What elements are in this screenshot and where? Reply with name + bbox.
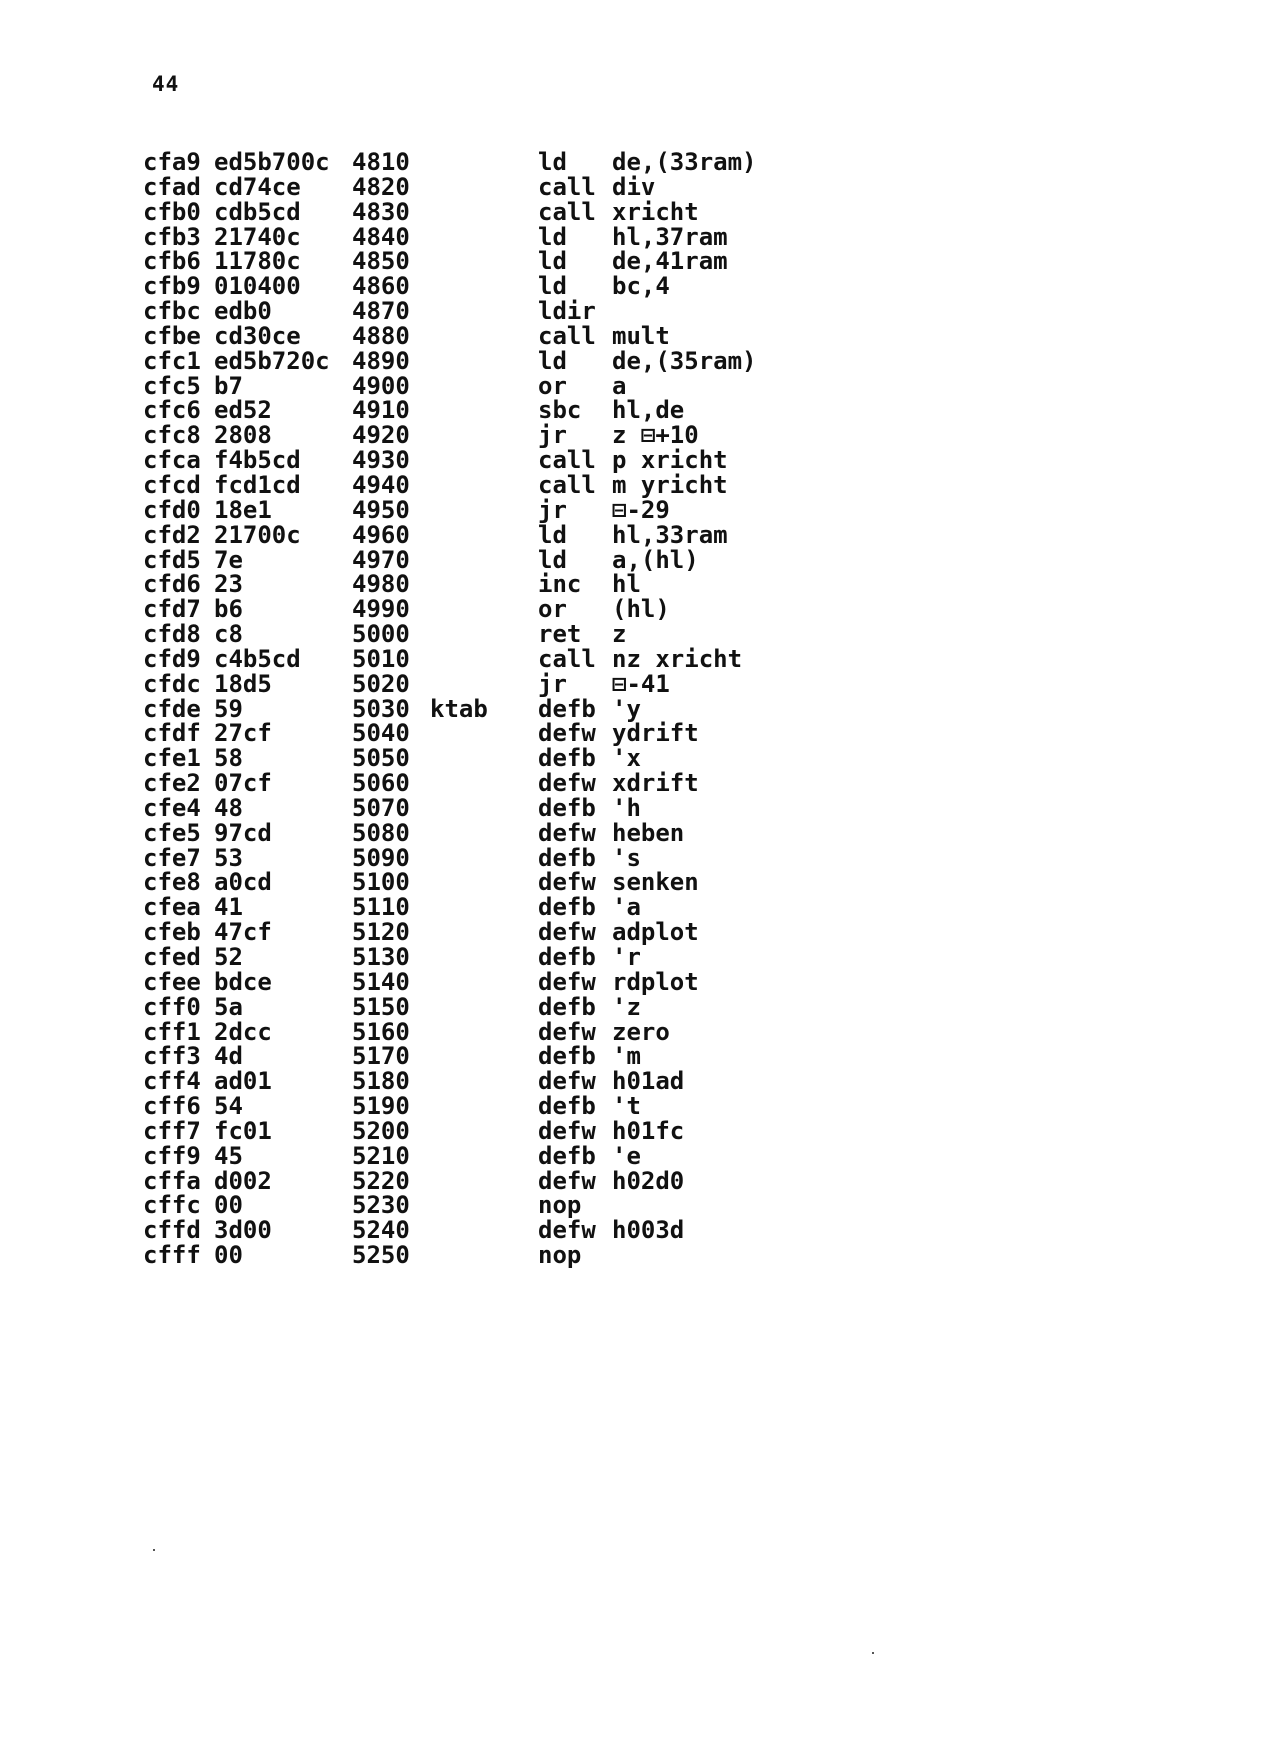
- listing-address: cfd8: [143, 620, 201, 649]
- listing-address: cfd6: [143, 570, 201, 599]
- listing-hex-bytes: 21700c: [214, 520, 301, 549]
- listing-line-number: 4940: [352, 470, 410, 499]
- listing-operand: p xricht: [612, 446, 728, 475]
- listing-mnemonic: defw: [538, 1017, 596, 1046]
- listing-mnemonic: call: [538, 197, 596, 226]
- listing-operand: h01fc: [612, 1116, 685, 1145]
- listing-line-number: 4850: [352, 247, 410, 276]
- listing-hex-bytes: 18e1: [214, 495, 272, 524]
- listing-hex-bytes: fcd1cd: [214, 470, 301, 499]
- listing-operand: hl,37ram: [612, 222, 728, 251]
- listing-operand: de,(35ram): [612, 346, 757, 375]
- listing-mnemonic: ld: [538, 247, 567, 276]
- listing-address: cfb0: [143, 197, 201, 226]
- listing-mnemonic: nop: [538, 1241, 582, 1270]
- listing-line-number: 5090: [352, 843, 410, 872]
- listing-operand: rdplot: [612, 967, 699, 996]
- listing-line-number: 5040: [352, 719, 410, 748]
- listing-line-number: 4820: [352, 172, 410, 201]
- listing-line-number: 5160: [352, 1017, 410, 1046]
- listing-hex-bytes: cd74ce: [214, 172, 301, 201]
- listing-line-number: 5110: [352, 893, 410, 922]
- listing-address: cfb9: [143, 272, 201, 301]
- listing-operand: 'y: [612, 694, 641, 723]
- listing-line-number: 4910: [352, 396, 410, 425]
- listing-address: cfc6: [143, 396, 201, 425]
- listing-address: cfe2: [143, 769, 201, 798]
- listing-address: cfcd: [143, 470, 201, 499]
- listing-address: cfc8: [143, 421, 201, 450]
- listing-address: cfe5: [143, 818, 201, 847]
- listing-line-number: 4810: [352, 148, 410, 176]
- listing-hex-bytes: a0cd: [214, 868, 272, 897]
- listing-hex-bytes: 5a: [214, 992, 243, 1021]
- listing-line-number: 5100: [352, 868, 410, 897]
- listing-address: cffc: [143, 1191, 201, 1220]
- listing-operand: mult: [612, 321, 670, 350]
- listing-operand: hl: [612, 570, 641, 599]
- listing-mnemonic: defw: [538, 719, 596, 748]
- listing-operand: ydrift: [612, 719, 699, 748]
- listing-operand: 'a: [612, 893, 641, 922]
- listing-address: cfed: [143, 943, 201, 971]
- listing-mnemonic: nop: [538, 1191, 582, 1220]
- listing-operand: zero: [612, 1017, 670, 1046]
- listing-address: cfdc: [143, 669, 201, 698]
- listing-hex-bytes: d002: [214, 1166, 272, 1195]
- listing-operand: 'h: [612, 793, 641, 822]
- listing-line-number: 4900: [352, 371, 410, 400]
- listing-operand: 't: [612, 1092, 641, 1121]
- listing-hex-bytes: 7e: [214, 545, 243, 574]
- listing-mnemonic: call: [538, 321, 596, 350]
- listing-address: cffd: [143, 1216, 201, 1245]
- listing-hex-bytes: 52: [214, 943, 243, 971]
- listing-line-number: 5050: [352, 744, 410, 773]
- listing-line-number: 4830: [352, 197, 410, 226]
- listing-hex-bytes: 54: [214, 1092, 243, 1121]
- listing-operand: heben: [612, 818, 685, 847]
- listing-operand: adplot: [612, 918, 699, 947]
- listing-address: cff1: [143, 1017, 201, 1046]
- listing-mnemonic: defw: [538, 967, 596, 996]
- listing-address: cfb3: [143, 222, 201, 251]
- listing-address: cfea: [143, 893, 201, 922]
- listing-mnemonic: jr: [538, 421, 567, 450]
- listing-line-number: 5070: [352, 793, 410, 822]
- listing-mnemonic: defb: [538, 843, 596, 872]
- listing-mnemonic: jr: [538, 495, 567, 524]
- listing-hex-bytes: f4b5cd: [214, 446, 301, 475]
- listing-line-number: 5120: [352, 918, 410, 947]
- listing-hex-bytes: ed5b700c: [214, 148, 330, 176]
- listing-mnemonic: defb: [538, 744, 596, 773]
- listing-address: cfe1: [143, 744, 201, 773]
- listing-mnemonic: defw: [538, 868, 596, 897]
- listing-mnemonic: ret: [538, 620, 582, 649]
- listing-operand: m yricht: [612, 470, 728, 499]
- listing-line-number: 4980: [352, 570, 410, 599]
- listing-line-number: 4920: [352, 421, 410, 450]
- listing-address: cffa: [143, 1166, 201, 1195]
- listing-hex-bytes: 23: [214, 570, 243, 599]
- listing-hex-bytes: 21740c: [214, 222, 301, 251]
- listing-mnemonic: call: [538, 172, 596, 201]
- listing-address: cfde: [143, 694, 201, 723]
- listing-mnemonic: defw: [538, 1116, 596, 1145]
- page-number: 44: [152, 72, 180, 96]
- listing-operand: xdrift: [612, 769, 699, 798]
- listing-hex-bytes: 11780c: [214, 247, 301, 276]
- listing-line-number: 5230: [352, 1191, 410, 1220]
- listing-mnemonic: inc: [538, 570, 582, 599]
- listing-hex-bytes: 58: [214, 744, 243, 773]
- listing-mnemonic: defw: [538, 1166, 596, 1195]
- listing-hex-bytes: bdce: [214, 967, 272, 996]
- listing-address: cfd7: [143, 595, 201, 624]
- listing-mnemonic: defw: [538, 769, 596, 798]
- listing-mnemonic: defw: [538, 818, 596, 847]
- listing-mnemonic: ld: [538, 222, 567, 251]
- listing-mnemonic: ld: [538, 272, 567, 301]
- listing-address: cff6: [143, 1092, 201, 1121]
- listing-hex-bytes: 3d00: [214, 1216, 272, 1245]
- listing-mnemonic: or: [538, 595, 567, 624]
- listing-hex-bytes: cdb5cd: [214, 197, 301, 226]
- listing-address: cfee: [143, 967, 201, 996]
- listing-address: cfad: [143, 172, 201, 201]
- listing-line-number: 4840: [352, 222, 410, 251]
- listing-line-number: 5080: [352, 818, 410, 847]
- listing-address: cfca: [143, 446, 201, 475]
- listing-address: cfa9: [143, 148, 201, 176]
- listing-hex-bytes: 27cf: [214, 719, 272, 748]
- listing-operand: h01ad: [612, 1067, 685, 1096]
- listing-mnemonic: defw: [538, 1067, 596, 1096]
- listing-line-number: 4960: [352, 520, 410, 549]
- listing-address: cfe4: [143, 793, 201, 822]
- listing-mnemonic: defw: [538, 918, 596, 947]
- listing-line-number: 5220: [352, 1166, 410, 1195]
- listing-operand: de,41ram: [612, 247, 728, 276]
- listing-line-number: 5250: [352, 1241, 410, 1270]
- listing-mnemonic: ld: [538, 545, 567, 574]
- listing-hex-bytes: 00: [214, 1191, 243, 1220]
- listing-operand: (hl): [612, 595, 670, 624]
- listing-operand: de,(33ram): [612, 148, 757, 176]
- listing-address: cfc5: [143, 371, 201, 400]
- listing-hex-bytes: 53: [214, 843, 243, 872]
- listing-hex-bytes: b6: [214, 595, 243, 624]
- listing-hex-bytes: cd30ce: [214, 321, 301, 350]
- listing-hex-bytes: 48: [214, 793, 243, 822]
- listing-mnemonic: jr: [538, 669, 567, 698]
- listing-line-number: 5190: [352, 1092, 410, 1121]
- listing-line-number: 5000: [352, 620, 410, 649]
- listing-mnemonic: defw: [538, 1216, 596, 1245]
- listing-mnemonic: call: [538, 470, 596, 499]
- listing-line-number: 5140: [352, 967, 410, 996]
- listing-mnemonic: call: [538, 644, 596, 673]
- listing-mnemonic: defb: [538, 793, 596, 822]
- listing-operand: 'r: [612, 943, 641, 971]
- listing-mnemonic: defb: [538, 893, 596, 922]
- listing-operand: a: [612, 371, 627, 400]
- listing-line-number: 5210: [352, 1141, 410, 1170]
- listing-operand: nz xricht: [612, 644, 743, 673]
- listing-operand: h02d0: [612, 1166, 685, 1195]
- listing-address: cff0: [143, 992, 201, 1021]
- listing-hex-bytes: ed5b720c: [214, 346, 330, 375]
- listing-operand: hl,33ram: [612, 520, 728, 549]
- scan-speck: [872, 1652, 874, 1654]
- listing-mnemonic: defb: [538, 1141, 596, 1170]
- listing-operand: bc,4: [612, 272, 670, 301]
- listing-line-number: 4860: [352, 272, 410, 301]
- listing-line-number: 4880: [352, 321, 410, 350]
- listing-hex-bytes: c4b5cd: [214, 644, 301, 673]
- listing-hex-bytes: ad01: [214, 1067, 272, 1096]
- listing-line-number: 4990: [352, 595, 410, 624]
- listing-line-number: 4970: [352, 545, 410, 574]
- listing-line-number: 5240: [352, 1216, 410, 1245]
- listing-mnemonic: ld: [538, 148, 567, 176]
- listing-line-number: 5150: [352, 992, 410, 1021]
- listing-mnemonic: defb: [538, 1042, 596, 1071]
- listing-operand: a,(hl): [612, 545, 699, 574]
- listing-line-number: 4930: [352, 446, 410, 475]
- listing-address: cff9: [143, 1141, 201, 1170]
- listing-hex-bytes: ed52: [214, 396, 272, 425]
- listing-hex-bytes: 45: [214, 1141, 243, 1170]
- listing-line-number: 5010: [352, 644, 410, 673]
- listing-address: cfd2: [143, 520, 201, 549]
- listing-operand: 's: [612, 843, 641, 872]
- listing-address: cfd5: [143, 545, 201, 574]
- listing-operand: 'z: [612, 992, 641, 1021]
- listing-line-number: 4890: [352, 346, 410, 375]
- listing-address: cfd0: [143, 495, 201, 524]
- listing-hex-bytes: 2dcc: [214, 1017, 272, 1046]
- listing-mnemonic: or: [538, 371, 567, 400]
- listing-operand: 'm: [612, 1042, 641, 1071]
- listing-hex-bytes: edb0: [214, 297, 272, 326]
- listing-mnemonic: call: [538, 446, 596, 475]
- listing-mnemonic: ldir: [538, 297, 596, 326]
- listing-mnemonic: ld: [538, 520, 567, 549]
- listing-line-number: 5020: [352, 669, 410, 698]
- listing-address: cfff: [143, 1241, 201, 1270]
- listing-mnemonic: defb: [538, 694, 596, 723]
- listing-address: cfeb: [143, 918, 201, 947]
- listing-hex-bytes: 47cf: [214, 918, 272, 947]
- listing-hex-bytes: 07cf: [214, 769, 272, 798]
- listing-operand: div: [612, 172, 656, 201]
- listing-hex-bytes: c8: [214, 620, 243, 649]
- listing-operand: z ⊟+10: [612, 421, 699, 450]
- listing-line-number: 5030: [352, 694, 410, 723]
- listing-line-number: 5180: [352, 1067, 410, 1096]
- listing-address: cff3: [143, 1042, 201, 1071]
- listing-line-number: 5060: [352, 769, 410, 798]
- listing-address: cfb6: [143, 247, 201, 276]
- listing-hex-bytes: 010400: [214, 272, 301, 301]
- listing-line-number: 5130: [352, 943, 410, 971]
- listing-label: ktab: [430, 694, 488, 723]
- listing-address: cff7: [143, 1116, 201, 1145]
- listing-address: cfe7: [143, 843, 201, 872]
- listing-mnemonic: defb: [538, 943, 596, 971]
- listing-hex-bytes: 59: [214, 694, 243, 723]
- listing-operand: senken: [612, 868, 699, 897]
- listing-line-number: 4950: [352, 495, 410, 524]
- listing-operand: z: [612, 620, 627, 649]
- listing-operand: xricht: [612, 197, 699, 226]
- listing-line-number: 5170: [352, 1042, 410, 1071]
- listing-mnemonic: ld: [538, 346, 567, 375]
- listing-mnemonic: defb: [538, 1092, 596, 1121]
- listing-hex-bytes: 4d: [214, 1042, 243, 1071]
- listing-address: cfdf: [143, 719, 201, 748]
- listing-hex-bytes: 2808: [214, 421, 272, 450]
- listing-hex-bytes: fc01: [214, 1116, 272, 1145]
- listing-operand: hl,de: [612, 396, 685, 425]
- listing-hex-bytes: b7: [214, 371, 243, 400]
- listing-operand: 'e: [612, 1141, 641, 1170]
- listing-mnemonic: defb: [538, 992, 596, 1021]
- listing-hex-bytes: 41: [214, 893, 243, 922]
- scan-speck: [153, 1549, 155, 1551]
- listing-operand: ⊟-29: [612, 495, 670, 524]
- listing-line-number: 5200: [352, 1116, 410, 1145]
- listing-operand: ⊟-41: [612, 669, 670, 698]
- listing-hex-bytes: 00: [214, 1241, 243, 1270]
- listing-address: cfc1: [143, 346, 201, 375]
- listing-address: cff4: [143, 1067, 201, 1096]
- listing-hex-bytes: 97cd: [214, 818, 272, 847]
- listing-address: cfbc: [143, 297, 201, 326]
- listing-operand: h003d: [612, 1216, 685, 1245]
- listing-operand: 'x: [612, 744, 641, 773]
- listing-mnemonic: sbc: [538, 396, 582, 425]
- listing-line-number: 4870: [352, 297, 410, 326]
- listing-address: cfbe: [143, 321, 201, 350]
- listing-address: cfe8: [143, 868, 201, 897]
- listing-hex-bytes: 18d5: [214, 669, 272, 698]
- listing-address: cfd9: [143, 644, 201, 673]
